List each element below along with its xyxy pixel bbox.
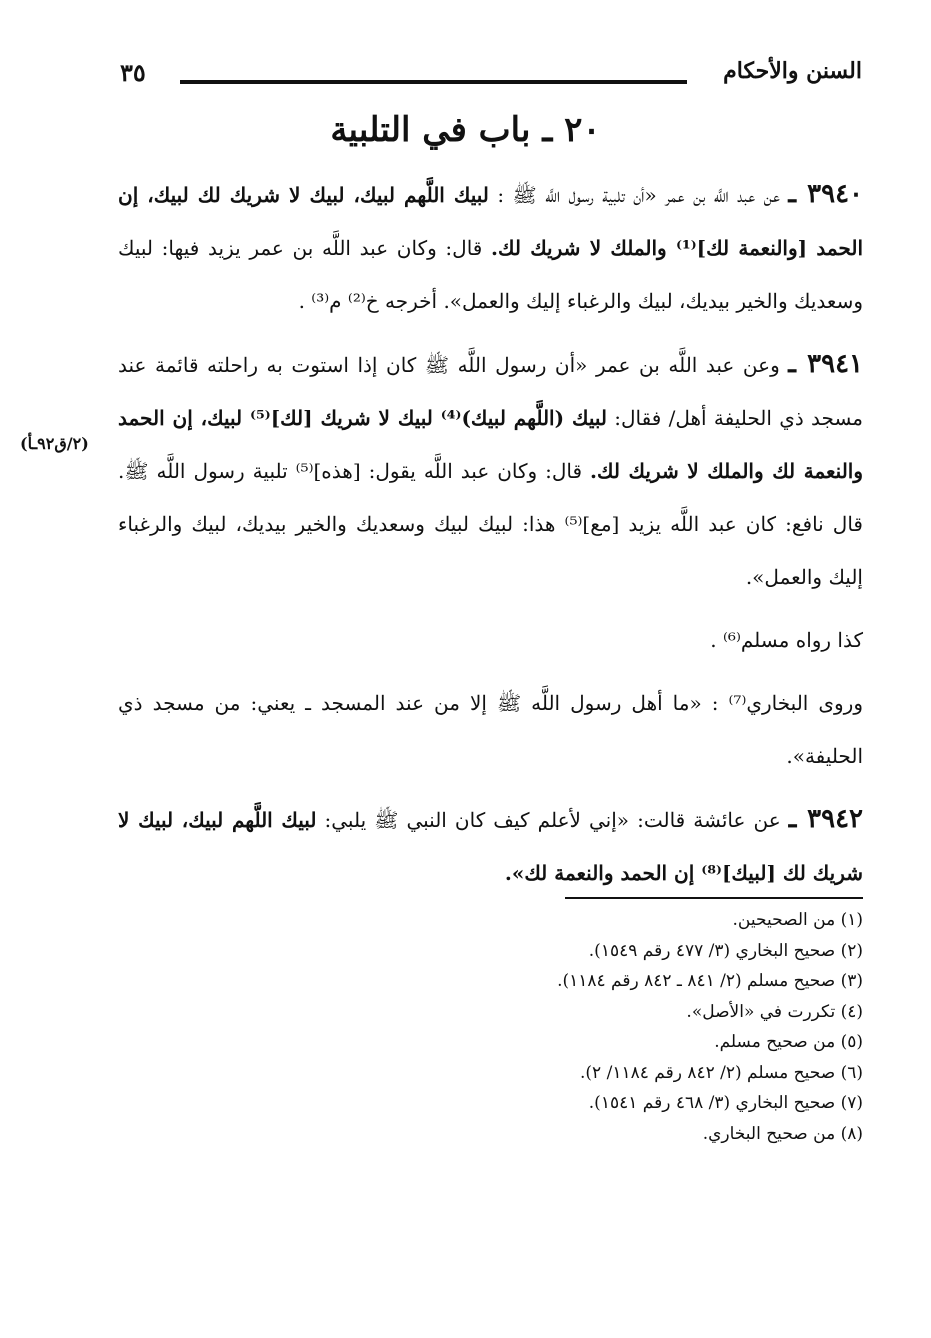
running-title: السنن والأحكام bbox=[723, 58, 862, 84]
footnote-item: (٢) صحيح البخاري (٣/ ٤٧٧ رقم ١٥٤٩). bbox=[588, 940, 863, 961]
footnote-item: (١) من الصحيحين. bbox=[732, 910, 863, 930]
footnote-item: (٤) تكررت في «الأصل». bbox=[686, 1001, 863, 1022]
hadith-number: ٣٩٤١ ـ bbox=[788, 349, 863, 379]
hadith-number: ٣٩٤٢ ـ bbox=[788, 804, 864, 834]
hadith-3941 bbox=[118, 338, 863, 604]
page-number: ٣٥ bbox=[120, 58, 146, 87]
main-text bbox=[118, 168, 863, 910]
footnote-item: (٦) صحيح مسلم (٢/ ٨٤٢ رقم ١١٨٤/ ٢). bbox=[580, 1062, 863, 1083]
footnote-item: (٥) من صحيح مسلم. bbox=[714, 1032, 863, 1052]
page-header bbox=[120, 58, 862, 98]
hadith-text: عن عبد اللَّه بن عمر «أن تلبية رسول اللَّه ﷺ : bbox=[488, 183, 780, 207]
hadith-text-continued: قال: وكان عبد اللَّه يقول: [هذه]⁽⁵⁾ تلبية رسول اللَّه ﷺ. قال نافع: كان عبد اللَّه يزيد [مع]⁽⁵⁾ هذا: لبيك لبيك وسعديك والخير بيديك، لبيك والرغباء إليك والعمل». bbox=[118, 459, 863, 589]
footnote-item: (٣) صحيح مسلم (٢/ ٨٤١ ـ ٨٤٢ رقم ١١٨٤). bbox=[557, 971, 863, 991]
hadith-number: ٣٩٤٠ ـ bbox=[788, 179, 864, 209]
footnote-item: (٨) من صحيح البخاري. bbox=[702, 1123, 863, 1144]
hadith-text: وعن عبد اللَّه بن عمر «أن رسول اللَّه ﷺ كان إذا استوت به راحلته قائمة عند مسجد ذي الحليفة أهل/ فقال: bbox=[118, 353, 864, 430]
hadith-3942 bbox=[118, 793, 863, 900]
header-rule bbox=[180, 80, 687, 84]
margin-note: (٢/ق٩٢ـأ) bbox=[20, 434, 89, 453]
hadith-text-continued: قال: وكان عبد اللَّه بن عمر يزيد فيها: لبيك وسعديك والخير بيديك، لبيك والرغباء إليك والعمل». أخرجه خ⁽²⁾ م⁽³⁾ . bbox=[118, 236, 863, 313]
footnote-rule bbox=[565, 897, 863, 899]
hadith-text: عن عائشة قالت: «إني لأعلم كيف كان النبي ﷺ يلبي: bbox=[316, 808, 781, 832]
talbiya-text: لبيك اللَّهم لبيك، لبيك لا شريك لك [لبيك]⁽⁸⁾ إن الحمد والنعمة لك». bbox=[118, 808, 863, 885]
footnote-item: (٧) صحيح البخاري (٣/ ٤٦٨ رقم ١٥٤١). bbox=[588, 1093, 863, 1113]
narration-note: كذا رواه مسلم⁽⁶⁾ . bbox=[710, 628, 863, 652]
hadith-3940 bbox=[118, 168, 863, 328]
talbiya-text: لبيك (اللَّهم لبيك)⁽⁴⁾ لبيك لا شريك [لك]⁽⁵⁾ لبيك، إن الحمد والنعمة لك والملك لا شريك لك. bbox=[118, 406, 863, 483]
bukhari-narration: وروى البخاري⁽⁷⁾ : «ما أهل رسول اللَّه ﷺ إلا من عند المسجد ـ يعني: من مسجد ذي الحليفة». bbox=[118, 691, 863, 768]
footnotes bbox=[300, 905, 863, 1149]
talbiya-text: لبيك اللَّهم لبيك، لبيك لا شريك لك لبيك، إن الحمد [والنعمة لك]⁽¹⁾ والملك لا شريك لك. bbox=[118, 183, 863, 260]
chapter-title: ٢٠ ـ باب في التلبية bbox=[330, 110, 601, 150]
